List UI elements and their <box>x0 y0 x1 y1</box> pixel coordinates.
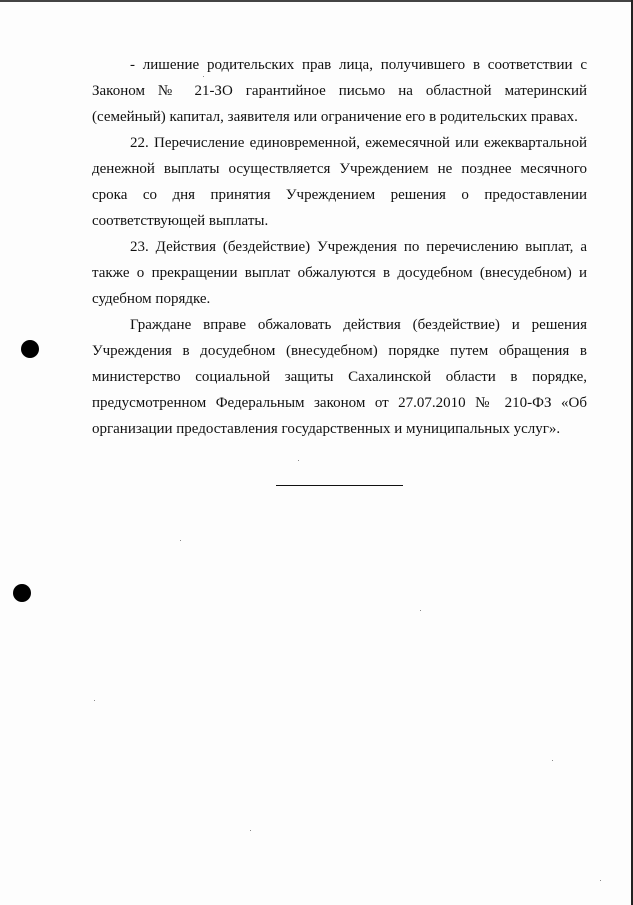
paragraph-22-block <box>92 130 587 234</box>
closing-divider-line <box>276 485 403 486</box>
scan-speck <box>600 880 601 881</box>
punch-hole-lower <box>13 584 31 602</box>
paragraph-appeal: Граждане вправе обжаловать действия (бездействие) и решения Учреждения в досудебном (внесудебном) порядке путем обращения в министерство социальной защиты Сахалинской области в порядке, предусмотренном Федеральным законом от 27.07.2010 № 210-ФЗ «Об организации предоставления государственных и муниципальных услуг». <box>92 317 587 437</box>
paragraph-23: 23. Действия (бездействие) Учреждения по перечислению выплат, а также о прекращении выплат обжалуются в досудебном (внесудебном) и судебном порядке. <box>92 239 587 307</box>
scan-speck <box>420 610 421 611</box>
paragraph-deprivation-block <box>92 52 587 130</box>
scan-speck <box>180 540 181 541</box>
paragraph-22: 22. Перечисление единовременной, ежемесячной или ежеквартальной денежной выплаты осуществляется Учреждением не позднее месячного срока со дня принятия Учреждением решения о предоставлении соответствующей выплаты. <box>92 135 587 229</box>
scan-speck <box>552 760 553 761</box>
top-scan-edge <box>0 0 633 2</box>
scan-speck <box>94 700 95 701</box>
paragraph-deprivation: - лишение родительских прав лица, получившего в соответствии с Законом № 21-ЗО гарантийное письмо на областной материнский (семейный) капитал, заявителя или ограничение его в родительских правах. <box>92 57 587 125</box>
paragraph-23-block <box>92 234 587 312</box>
punch-hole-upper <box>21 340 39 358</box>
paragraph-appeal-block <box>92 312 587 442</box>
scan-speck <box>250 830 251 831</box>
scan-speck <box>298 460 299 461</box>
scan-speck <box>203 76 204 77</box>
